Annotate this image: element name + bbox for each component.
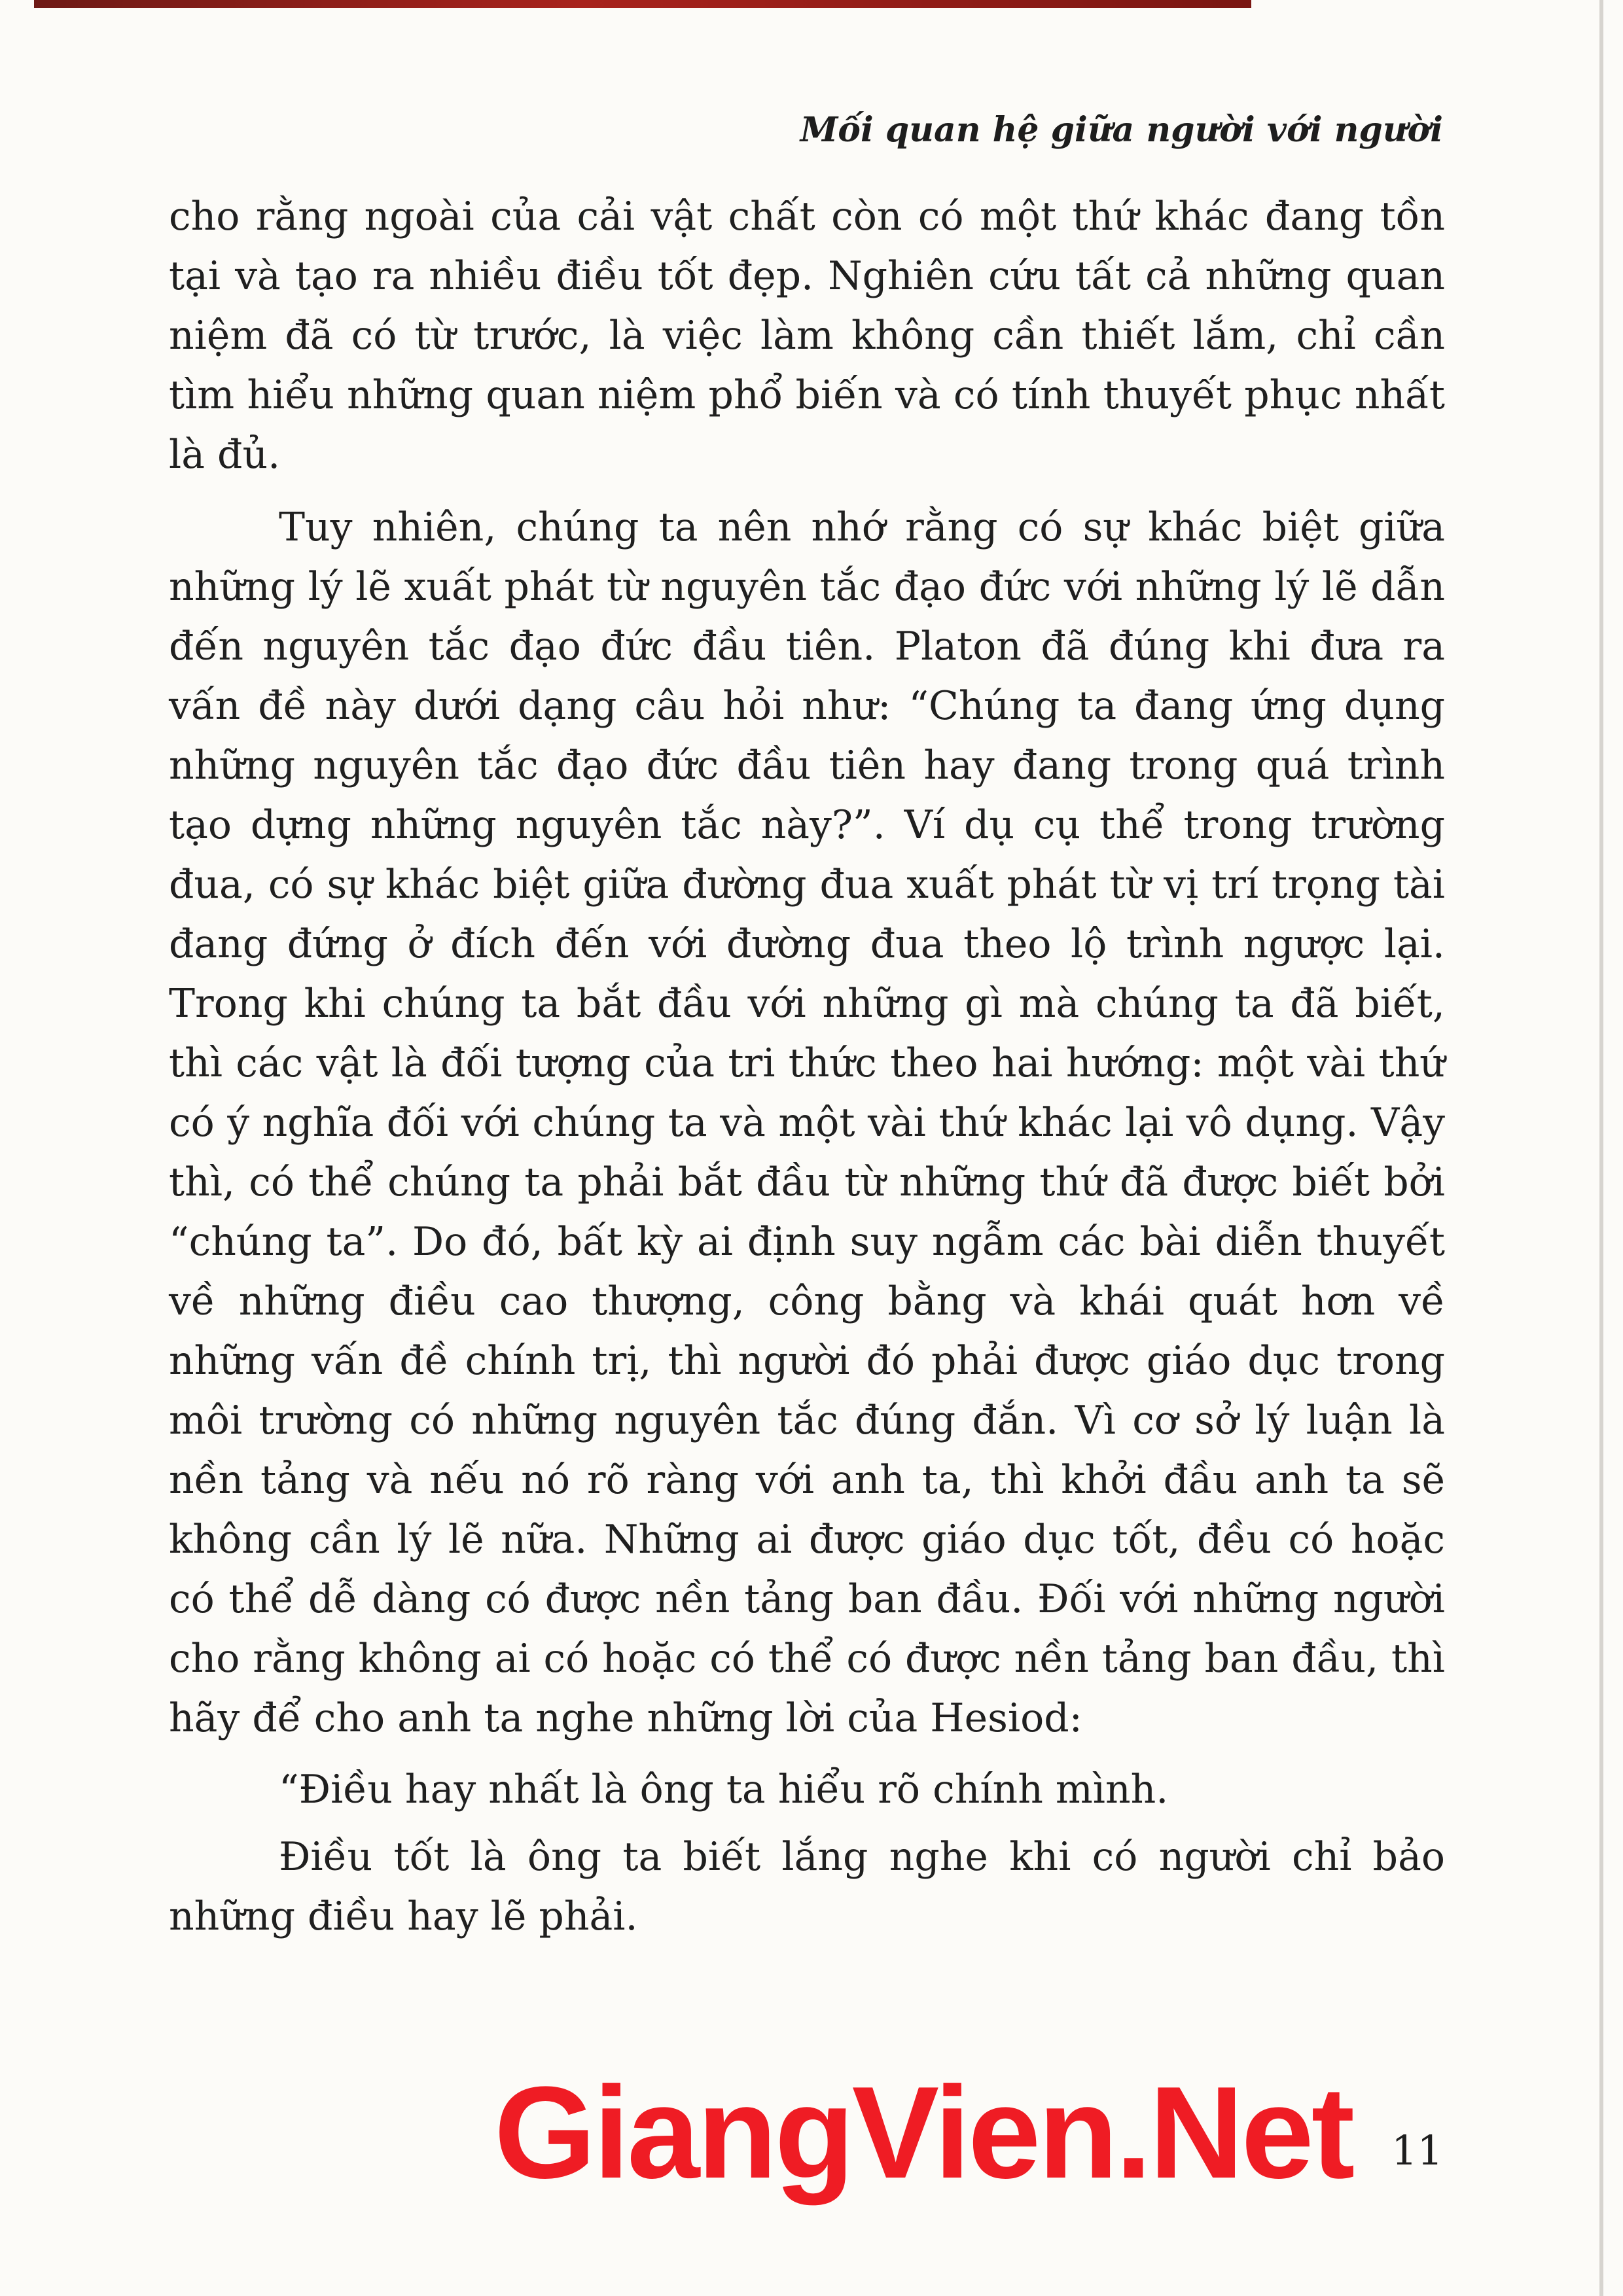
quote-line: “Điều hay nhất là ông ta hiểu rõ chính mình. <box>279 1767 1169 1812</box>
body-text <box>169 187 1445 1947</box>
top-border-rule <box>34 0 1251 8</box>
paragraph: Tuy nhiên, chúng ta nên nhớ rằng có sự khác biệt giữa những lý lẽ xuất phát từ nguyên tắc đạo đức với những lý lẽ dẫn đến nguyên tắc đạo đức đầu tiên. Platon đã đúng khi đưa ra vấn đề này dưới dạng câu hỏi như: “Chúng ta đang ứng dụng những nguyên tắc đạo đức đầu tiên hay đang trong quá trình tạo dựng những nguyên tắc này?”. Ví dụ cụ thể trong trường đua, có sự khác biệt giữa đường đua xuất phát từ vị trí trọng tài đang đứng ở đích đến với đường đua theo lộ trình ngược lại. Trong khi chúng ta bắt đầu với những gì mà chúng ta đã biết, thì các vật là đối tượng của tri thức theo hai hướng: một vài thứ có ý nghĩa đối với chúng ta và một vài thứ khác lại vô dụng. Vậy thì, có thể chúng ta phải bắt đầu từ những thứ đã được biết bởi “chúng ta”. Do đó, bất kỳ ai định suy ngẫm các bài diễn thuyết về những điều cao thượng, công bằng và khái quát hơn về những vấn đề chính trị, thì người đó phải được giáo dục trong môi trường có những nguyên tắc đúng đắn. Vì cơ sở lý luận là nền tảng và nếu nó rõ ràng với anh ta, thì khởi đầu anh ta sẽ không cần lý lẽ nữa. Những ai được giáo dục tốt, đều có hoặc có thể dễ dàng có được nền tảng ban đầu. Đối với những người cho rằng không ai có hoặc có thể có được nền tảng ban đầu, thì hãy để cho anh ta nghe những lời của Hesiod: <box>169 504 1445 1741</box>
page-edge-shadow <box>1599 0 1603 2296</box>
paragraph-continued: cho rằng ngoài của cải vật chất còn có một thứ khác đang tồn tại và tạo ra nhiều điều tốt đẹp. Nghiên cứu tất cả những quan niệm đã có từ trước, là việc làm không cần thiết lắm, chỉ cần tìm hiểu những quan niệm phổ biến và có tính thuyết phục nhất là đủ. <box>169 194 1445 478</box>
watermark-logo: GiangVien.Net <box>494 2060 1353 2206</box>
page-number: 11 <box>1391 2127 1443 2174</box>
running-head: Mối quan hệ giữa người với người <box>800 110 1443 150</box>
quote-line: Điều tốt là ông ta biết lắng nghe khi có người chỉ bảo những điều hay lẽ phải. <box>169 1834 1445 1939</box>
